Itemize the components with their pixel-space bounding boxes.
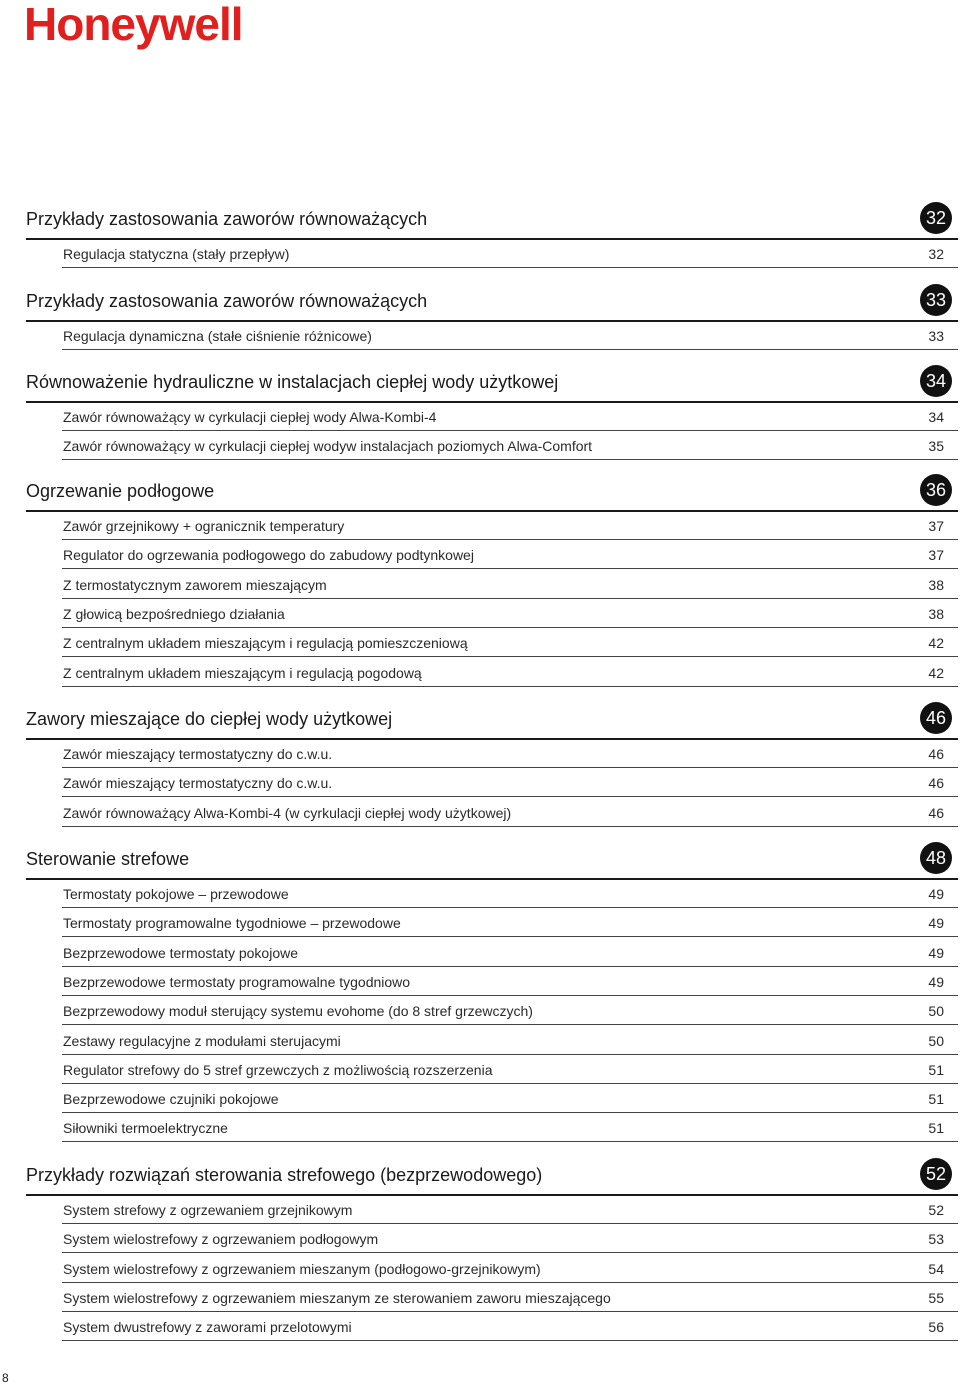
toc-entry-title: Zawór równoważący w cyrkulacji ciepłej wodyw instalacjach poziomych Alwa-Comfort — [63, 438, 593, 455]
section-heading[interactable] — [26, 698, 958, 740]
toc-entry-page: 46 — [928, 804, 944, 821]
section-title: Sterowanie strefowe — [26, 849, 190, 869]
toc-entry-page: 46 — [928, 746, 944, 762]
toc-entry-page: 50 — [928, 1003, 944, 1020]
toc-entry-title: Zawór grzejnikowy + ogranicznik temperatury — [63, 518, 345, 534]
toc-entry-title: Zawór równoważący w cyrkulacji ciepłej wody Alwa-Kombi-4 — [63, 409, 437, 425]
toc-entry-title: System strefowy z ogrzewaniem grzejnikowym — [63, 1202, 353, 1218]
toc-entry-page: 53 — [928, 1231, 944, 1248]
section-page-badge: 34 — [920, 365, 952, 397]
toc-entry[interactable] — [62, 767, 958, 797]
toc-entry-title: Bezprzewodowe termostaty pokojowe — [63, 944, 299, 961]
toc-entry[interactable] — [62, 1083, 958, 1113]
toc-entry-title: Zestawy regulacyjne z modułami sterujacymi — [63, 1032, 341, 1049]
toc-entry[interactable] — [62, 657, 958, 687]
toc-entry-title: Regulacja dynamiczna (stałe ciśnienie różnicowe) — [63, 328, 372, 344]
page-number: 8 — [2, 1371, 9, 1385]
toc-entry-title: Zawór mieszający termostatyczny do c.w.u. — [63, 746, 333, 762]
toc-entry-page: 49 — [928, 944, 944, 961]
toc-entry-page: 34 — [928, 409, 944, 425]
toc-entry-page: 51 — [928, 1061, 944, 1078]
toc-entry[interactable] — [62, 797, 958, 827]
honeywell-logo: Honeywell — [24, 0, 243, 50]
section-page-badge: 36 — [920, 474, 952, 506]
toc-entry[interactable] — [62, 598, 958, 628]
toc-entry-page: 51 — [928, 1091, 944, 1108]
toc-entry-page: 52 — [928, 1202, 944, 1218]
toc-entry-title: Z centralnym układem mieszającym i regulacją pomieszczeniową — [63, 635, 468, 652]
toc-entry[interactable] — [62, 1025, 958, 1055]
toc-entry-page: 32 — [928, 246, 944, 262]
section-title: Zawory mieszające do ciepłej wody użytkowej — [26, 709, 393, 729]
toc-entry-title: Bezprzewodowe termostaty programowalne tygodniowo — [63, 973, 411, 990]
toc-entry-title: Bezprzewodowy moduł sterujący systemu evohome (do 8 stref grzewczych) — [63, 1003, 533, 1020]
toc-entry-title: System wielostrefowy z ogrzewaniem podłogowym — [63, 1231, 379, 1248]
toc-entry-page: 37 — [928, 547, 944, 564]
toc-entry-page: 51 — [928, 1120, 944, 1137]
section-heading[interactable] — [26, 838, 958, 880]
toc-entry-page: 35 — [928, 438, 944, 455]
toc-entry-title: Termostaty programowalne tygodniowe – przewodowe — [63, 915, 401, 932]
toc-entry-page: 49 — [928, 915, 944, 932]
section-title: Przykłady zastosowania zaworów równoważących — [26, 209, 428, 229]
toc-entry-page: 33 — [928, 328, 944, 344]
toc-entry-page: 49 — [928, 886, 944, 902]
toc-entry[interactable] — [62, 1054, 958, 1084]
section-title: Przykłady rozwiązań sterowania strefowego (bezprzewodowego) — [26, 1165, 543, 1185]
toc-entry[interactable] — [62, 238, 958, 268]
toc-entry-page: 38 — [928, 576, 944, 593]
toc-entry[interactable] — [62, 1282, 958, 1312]
toc-entry-title: Regulator strefowy do 5 stref grzewczych z możliwością rozszerzenia — [63, 1061, 493, 1078]
toc-entry[interactable] — [62, 1223, 958, 1253]
section-page-badge: 48 — [920, 842, 952, 874]
section-title: Ogrzewanie podłogowe — [26, 481, 215, 501]
toc-entry-title: Zawór mieszający termostatyczny do c.w.u. — [63, 775, 333, 792]
toc-entry-page: 56 — [928, 1319, 944, 1336]
toc-entry[interactable] — [62, 937, 958, 967]
toc-entry[interactable] — [62, 1194, 958, 1224]
toc-entry-title: Regulacja statyczna (stały przepływ) — [63, 246, 290, 262]
toc-entry[interactable] — [62, 430, 958, 460]
toc-entry[interactable] — [62, 907, 958, 937]
toc-entry-title: System dwustrefowy z zaworami przelotowymi — [63, 1319, 352, 1336]
section-page-badge: 46 — [920, 702, 952, 734]
toc-entry[interactable] — [62, 878, 958, 908]
toc-entry-page: 49 — [928, 973, 944, 990]
toc-entry[interactable] — [62, 539, 958, 569]
toc-entry[interactable] — [62, 401, 958, 431]
toc-entry-title: Bezprzewodowe czujniki pokojowe — [63, 1091, 279, 1108]
toc-entry-title: System wielostrefowy z ogrzewaniem mieszanym ze sterowaniem zaworu mieszającego — [63, 1289, 611, 1306]
toc-entry-title: Regulator do ogrzewania podłogowego do zabudowy podtynkowej — [63, 547, 474, 564]
section-heading[interactable] — [26, 470, 958, 512]
toc-entry-title: Z głowicą bezpośredniego działania — [63, 605, 285, 622]
toc-entry-page: 38 — [928, 605, 944, 622]
section-heading[interactable] — [26, 198, 958, 240]
section-page-badge: 32 — [920, 202, 952, 234]
toc-entry-title: Siłowniki termoelektryczne — [63, 1120, 228, 1137]
section-page-badge: 52 — [920, 1158, 952, 1190]
toc-entry[interactable] — [62, 1311, 958, 1341]
toc-entry-page: 50 — [928, 1032, 944, 1049]
toc-entry[interactable] — [62, 1112, 958, 1142]
toc-entry-title: Z centralnym układem mieszającym i regulacją pogodową — [63, 664, 422, 681]
toc-entry[interactable] — [62, 995, 958, 1025]
toc-entry[interactable] — [62, 738, 958, 768]
toc-entry-page: 46 — [928, 775, 944, 792]
toc-entry-title: System wielostrefowy z ogrzewaniem mieszanym (podłogowo-grzejnikowym) — [63, 1260, 541, 1277]
toc-entry[interactable] — [62, 510, 958, 540]
toc-entry[interactable] — [62, 320, 958, 350]
toc-entry-page: 37 — [928, 518, 944, 534]
toc-entry[interactable] — [62, 569, 958, 599]
toc-entry-title: Zawór równoważący Alwa-Kombi-4 (w cyrkulacji ciepłej wody użytkowej) — [63, 804, 512, 821]
section-page-badge: 33 — [920, 284, 952, 316]
section-heading[interactable] — [26, 280, 958, 322]
toc-entry-page: 55 — [928, 1289, 944, 1306]
toc-entry-title: Z termostatycznym zaworem mieszającym — [63, 576, 327, 593]
toc-entry[interactable] — [62, 966, 958, 996]
toc-entry-page: 42 — [928, 635, 944, 652]
section-heading[interactable] — [26, 361, 958, 403]
section-title: Przykłady zastosowania zaworów równoważących — [26, 291, 428, 311]
toc-entry-page: 54 — [928, 1260, 944, 1277]
toc-entry-title: Termostaty pokojowe – przewodowe — [63, 886, 289, 902]
section-title: Równoważenie hydrauliczne w instalacjach ciepłej wody użytkowej — [26, 372, 559, 392]
section-heading[interactable] — [26, 1154, 958, 1196]
toc-entry[interactable] — [62, 627, 958, 657]
toc-entry-page: 42 — [928, 664, 944, 681]
toc-entry[interactable] — [62, 1253, 958, 1283]
